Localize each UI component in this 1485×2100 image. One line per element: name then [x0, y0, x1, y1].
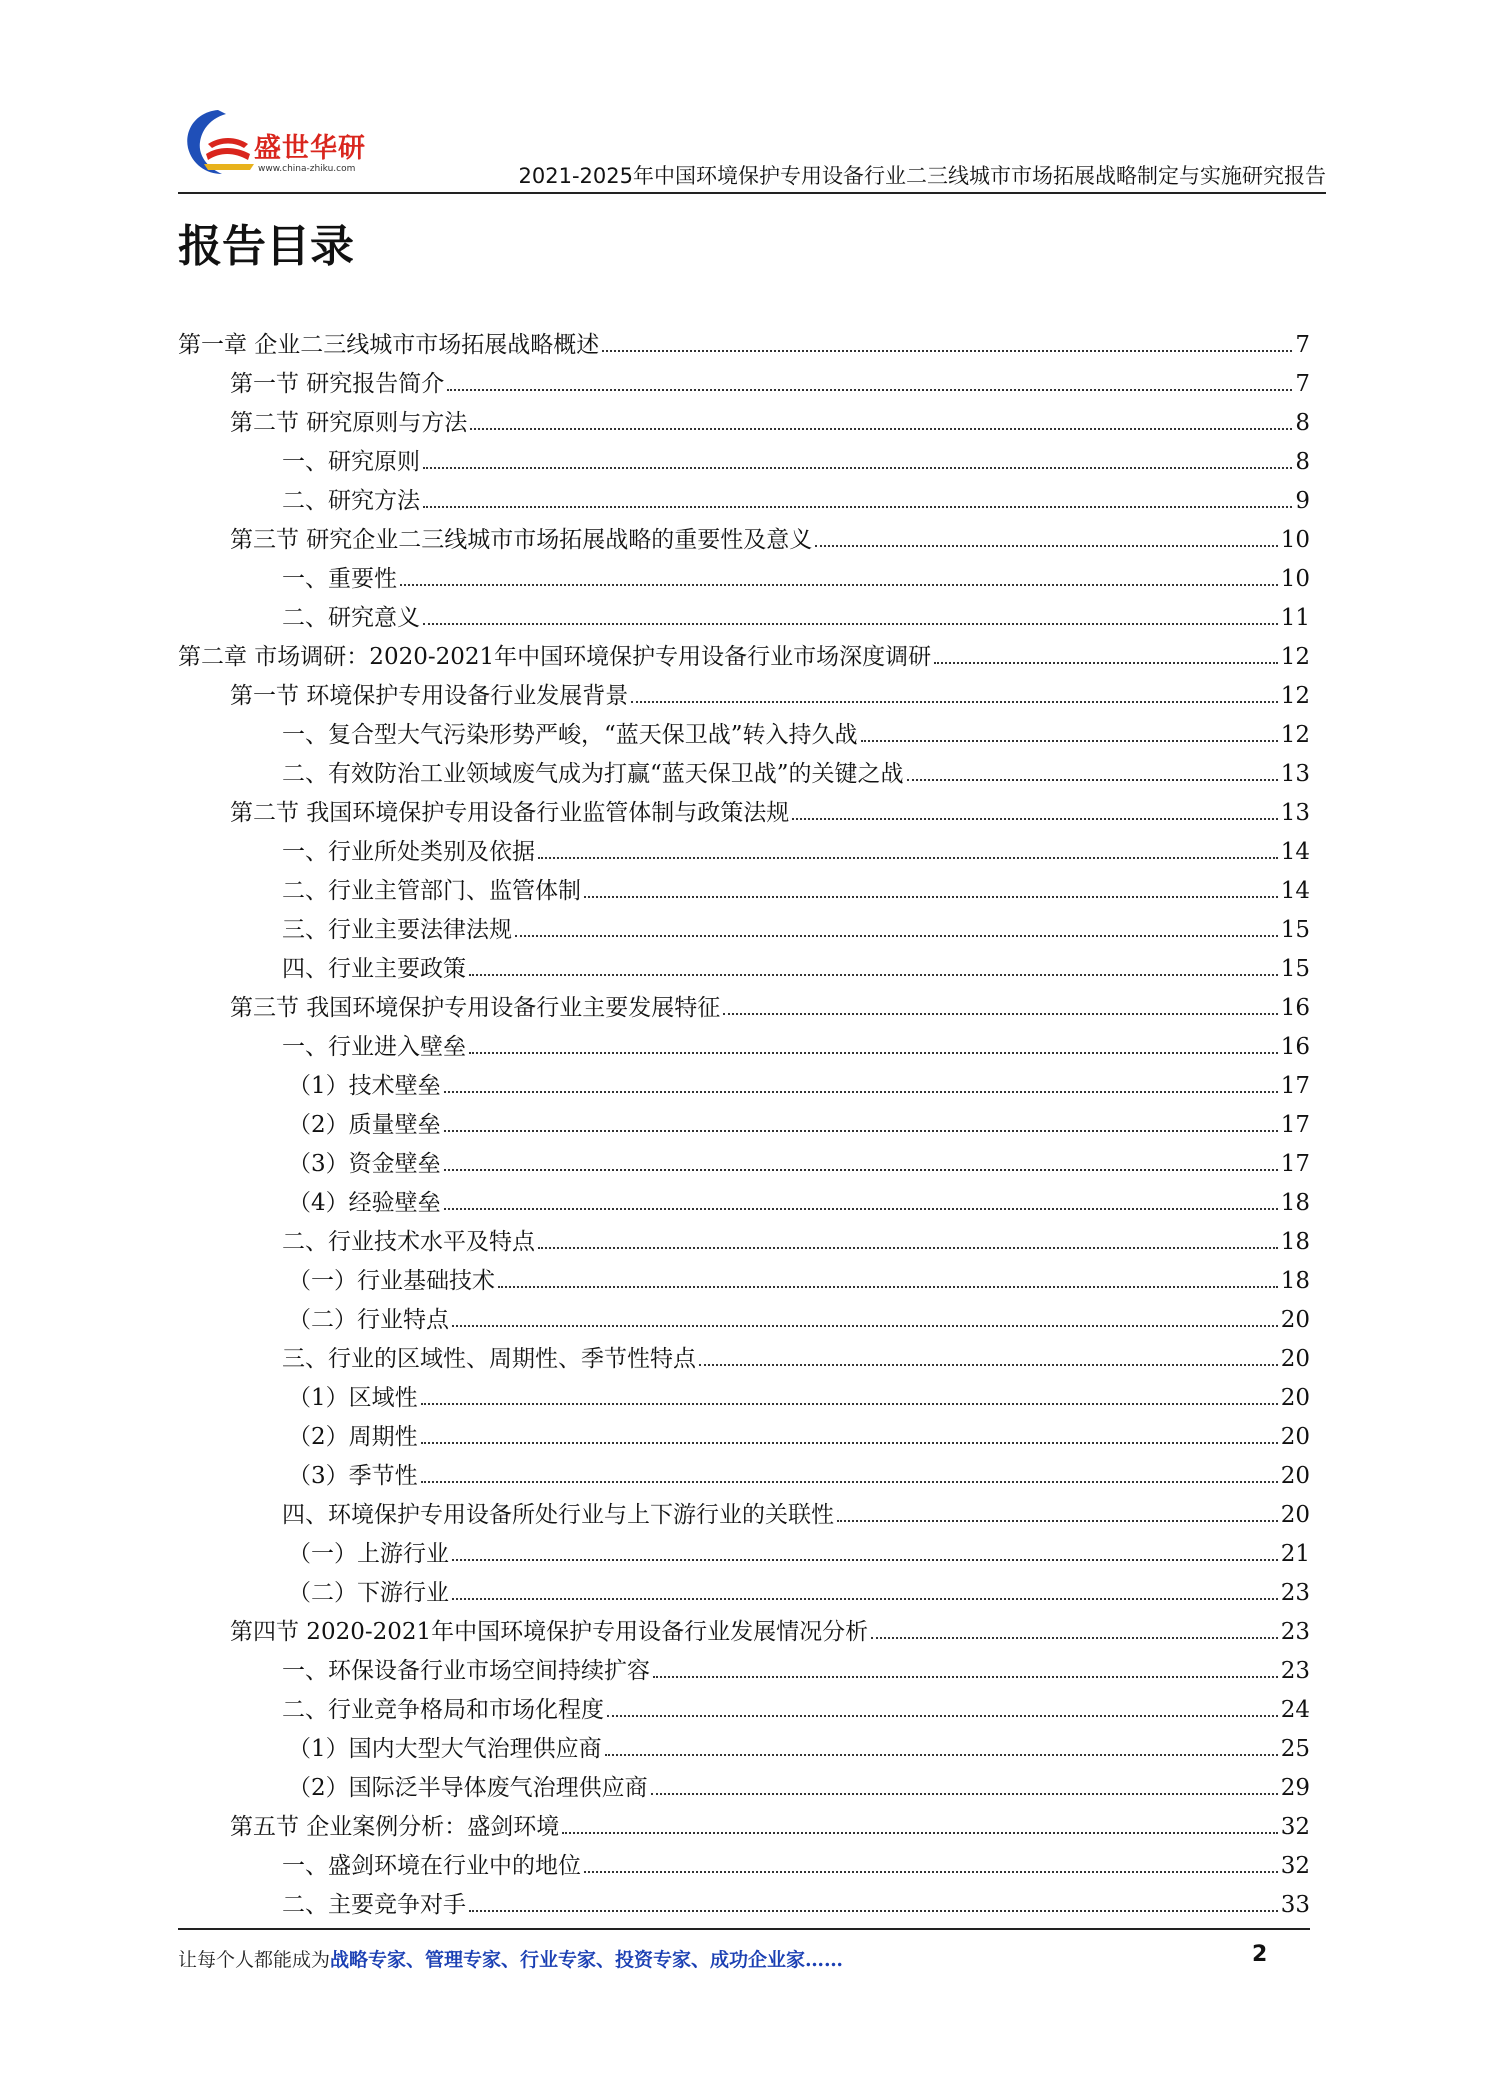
toc-entry-label: 二、行业主管部门、监管体制 [282, 878, 581, 904]
toc-entry[interactable] [178, 1886, 1310, 1925]
toc-entry-label: 一、行业所处类别及依据 [282, 839, 535, 865]
toc-entry-page: 11 [1280, 605, 1310, 631]
toc-entry-label: 四、行业主要政策 [282, 956, 466, 982]
toc-entry[interactable] [178, 1028, 1310, 1067]
toc-entry-label: 二、行业竞争格局和市场化程度 [282, 1697, 604, 1723]
footer-slogan-suffix: …… [805, 1949, 844, 1971]
toc-entry-page: 18 [1280, 1229, 1310, 1255]
toc-leader-dots [653, 1676, 1278, 1678]
toc-entry-page: 7 [1295, 332, 1310, 358]
toc-entry[interactable] [178, 599, 1310, 638]
toc-entry-page: 16 [1280, 995, 1310, 1021]
toc-entry-label: 第二节 我国环境保护专用设备行业监管体制与政策法规 [230, 800, 790, 826]
toc-leader-dots [452, 1325, 1278, 1327]
toc-entry-label: 一、研究原则 [282, 449, 420, 475]
toc-entry-page: 13 [1280, 761, 1310, 787]
toc-leader-dots [538, 1247, 1278, 1249]
toc-entry-page: 18 [1280, 1190, 1310, 1216]
toc-entry-label: 第四节 2020-2021年中国环境保护专用设备行业发展情况分析 [230, 1619, 869, 1645]
toc-leader-dots [907, 779, 1278, 781]
toc-entry[interactable] [178, 638, 1310, 677]
toc-entry-page: 20 [1280, 1385, 1310, 1411]
toc-entry[interactable] [178, 755, 1310, 794]
toc-entry-page: 29 [1280, 1775, 1310, 1801]
toc-entry-label: 二、行业技术水平及特点 [282, 1229, 535, 1255]
toc-entry-label: （1）国内大型大气治理供应商 [288, 1736, 602, 1762]
toc-entry-label: 二、研究意义 [282, 605, 420, 631]
toc-entry-page: 20 [1280, 1346, 1310, 1372]
toc-leader-dots [861, 740, 1278, 742]
toc-entry[interactable] [178, 1574, 1310, 1613]
toc-leader-dots [515, 935, 1278, 937]
toc-leader-dots [444, 1091, 1278, 1093]
toc-entry-page: 15 [1280, 917, 1310, 943]
toc-leader-dots [423, 467, 1292, 469]
toc-entry-page: 10 [1280, 566, 1310, 592]
toc-entry-label: 二、主要竞争对手 [282, 1892, 466, 1918]
toc-entry[interactable] [178, 1613, 1310, 1652]
toc-leader-dots [447, 389, 1292, 391]
toc-entry[interactable] [178, 326, 1310, 365]
toc-leader-dots [444, 1130, 1278, 1132]
toc-entry-label: （3）季节性 [288, 1463, 418, 1489]
toc-entry-label: 一、盛剑环境在行业中的地位 [282, 1853, 581, 1879]
toc-entry[interactable] [178, 911, 1310, 950]
toc-entry[interactable] [178, 716, 1310, 755]
toc-entry[interactable] [178, 365, 1310, 404]
toc-entry-label: （2）周期性 [288, 1424, 418, 1450]
toc-leader-dots [452, 1598, 1278, 1600]
toc-entry-page: 12 [1280, 683, 1310, 709]
toc-entry-page: 20 [1280, 1307, 1310, 1333]
toc-entry-page: 23 [1280, 1580, 1310, 1606]
toc-entry-label: 第二节 研究原则与方法 [230, 410, 468, 436]
toc-entry-label: （2）质量壁垒 [288, 1112, 441, 1138]
toc-entry-page: 20 [1280, 1502, 1310, 1528]
toc-entry-label: （1）区域性 [288, 1385, 418, 1411]
toc-entry[interactable] [178, 1691, 1310, 1730]
toc-leader-dots [584, 896, 1278, 898]
toc-leader-dots [400, 584, 1278, 586]
toc-leader-dots [871, 1637, 1278, 1639]
toc-entry-page: 12 [1280, 644, 1310, 670]
toc-leader-dots [538, 857, 1278, 859]
toc-entry-label: （一）上游行业 [288, 1541, 449, 1567]
toc-leader-dots [469, 1052, 1278, 1054]
toc-entry-label: 一、行业进入壁垒 [282, 1034, 466, 1060]
toc-entry[interactable] [178, 1808, 1310, 1847]
toc-entry-page: 32 [1280, 1814, 1310, 1840]
toc-entry[interactable] [178, 794, 1310, 833]
toc-leader-dots [444, 1169, 1278, 1171]
toc-leader-dots [423, 623, 1278, 625]
toc-entry-label: 第五节 企业案例分析：盛剑环境 [230, 1814, 560, 1840]
footer-slogan [178, 1945, 843, 1972]
toc-entry[interactable] [178, 1652, 1310, 1691]
toc-entry[interactable] [178, 1769, 1310, 1808]
toc-entry-page: 13 [1280, 800, 1310, 826]
toc-entry-page: 32 [1280, 1853, 1310, 1879]
toc-entry[interactable] [178, 1184, 1310, 1223]
toc-leader-dots [723, 1013, 1277, 1015]
toc-entry[interactable] [178, 521, 1310, 560]
toc-entry[interactable] [178, 1262, 1310, 1301]
toc-entry-page: 25 [1280, 1736, 1310, 1762]
toc-entry-label: （二）下游行业 [288, 1580, 449, 1606]
toc-entry-page: 10 [1280, 527, 1310, 553]
toc-leader-dots [469, 974, 1278, 976]
toc-entry-page: 14 [1280, 839, 1310, 865]
toc-entry-label: （一）行业基础技术 [288, 1268, 495, 1294]
toc-entry-page: 20 [1280, 1424, 1310, 1450]
toc-entry-page: 16 [1280, 1034, 1310, 1060]
toc-entry[interactable] [178, 443, 1310, 482]
toc-leader-dots [607, 1715, 1278, 1717]
toc-leader-dots [423, 506, 1292, 508]
toc-entry-label: （2）国际泛半导体废气治理供应商 [288, 1775, 648, 1801]
page-number: 2 [1252, 1942, 1268, 1967]
footer-divider [178, 1928, 1310, 1930]
toc-entry-page: 23 [1280, 1619, 1310, 1645]
toc-leader-dots [584, 1871, 1278, 1873]
toc-entry[interactable] [178, 1535, 1310, 1574]
toc-entry-page: 15 [1280, 956, 1310, 982]
toc-entry[interactable] [178, 989, 1310, 1028]
toc-leader-dots [562, 1832, 1277, 1834]
toc-entry-label: 一、环保设备行业市场空间持续扩容 [282, 1658, 650, 1684]
toc-entry-label: 三、行业主要法律法规 [282, 917, 512, 943]
toc-entry-label: （3）资金壁垒 [288, 1151, 441, 1177]
toc-entry-label: 第三节 研究企业二三线城市市场拓展战略的重要性及意义 [230, 527, 813, 553]
toc-entry-label: （1）技术壁垒 [288, 1073, 441, 1099]
toc-entry-page: 33 [1280, 1892, 1310, 1918]
toc-entry-label: 三、行业的区域性、周期性、季节性特点 [282, 1346, 696, 1372]
toc-entry-label: （4）经验壁垒 [288, 1190, 441, 1216]
toc-entry[interactable] [178, 1457, 1310, 1496]
toc-entry[interactable] [178, 677, 1310, 716]
toc-leader-dots [699, 1364, 1278, 1366]
toc-entry[interactable] [178, 1418, 1310, 1457]
toc-entry-label: 第二章 市场调研：2020-2021年中国环境保护专用设备行业市场深度调研 [178, 644, 932, 670]
toc-entry[interactable] [178, 1145, 1310, 1184]
toc-entry[interactable] [178, 404, 1310, 443]
toc-entry-label: 四、环境保护专用设备所处行业与上下游行业的关联性 [282, 1502, 834, 1528]
toc-entry-label: 一、重要性 [282, 566, 397, 592]
report-title: 2021-2025年中国环境保护专用设备行业二三线城市市场拓展战略制定与实施研究报告 [518, 164, 1326, 188]
toc-leader-dots [444, 1208, 1278, 1210]
company-logo [178, 104, 388, 184]
toc-entry-page: 8 [1295, 410, 1310, 436]
toc-entry-page: 21 [1280, 1541, 1310, 1567]
page-header [178, 100, 1326, 192]
toc-entry[interactable] [178, 1847, 1310, 1886]
toc-leader-dots [421, 1442, 1278, 1444]
toc-entry-label: 第一章 企业二三线城市市场拓展战略概述 [178, 332, 600, 358]
toc-leader-dots [792, 818, 1277, 820]
toc-leader-dots [421, 1481, 1278, 1483]
toc-entry[interactable] [178, 872, 1310, 911]
toc-entry-page: 17 [1280, 1112, 1310, 1138]
toc-leader-dots [605, 1754, 1278, 1756]
footer-slogan-prefix: 让每个人都能成为 [178, 1949, 331, 1971]
toc-entry-page: 24 [1280, 1697, 1310, 1723]
toc-leader-dots [469, 1910, 1278, 1912]
toc-entry-page: 7 [1295, 371, 1310, 397]
toc-entry[interactable] [178, 950, 1310, 989]
logo-brand-text: 盛世华研 [254, 133, 366, 164]
toc-leader-dots [815, 545, 1277, 547]
toc-entry-page: 18 [1280, 1268, 1310, 1294]
toc-entry[interactable] [178, 1301, 1310, 1340]
toc-entry[interactable] [178, 482, 1310, 521]
table-of-contents [178, 326, 1310, 1925]
toc-entry[interactable] [178, 560, 1310, 599]
toc-leader-dots [452, 1559, 1278, 1561]
toc-entry-page: 17 [1280, 1073, 1310, 1099]
toc-entry-label: 二、研究方法 [282, 488, 420, 514]
toc-entry-page: 9 [1295, 488, 1310, 514]
toc-entry-label: 第一节 环境保护专用设备行业发展背景 [230, 683, 629, 709]
page-title: 报告目录 [178, 221, 354, 272]
toc-entry[interactable] [178, 1106, 1310, 1145]
toc-leader-dots [631, 701, 1277, 703]
toc-entry-label: 第三节 我国环境保护专用设备行业主要发展特征 [230, 995, 721, 1021]
toc-entry-page: 17 [1280, 1151, 1310, 1177]
logo-emblem-icon [178, 104, 258, 184]
header-divider [178, 192, 1326, 194]
logo-url-text: www.china-zhiku.com [258, 164, 356, 174]
toc-entry[interactable] [178, 1223, 1310, 1262]
toc-entry[interactable] [178, 833, 1310, 872]
toc-entry-label: 一、复合型大气污染形势严峻，“蓝天保卫战”转入持久战 [282, 722, 858, 748]
toc-entry[interactable] [178, 1496, 1310, 1535]
toc-entry-page: 8 [1295, 449, 1310, 475]
toc-leader-dots [498, 1286, 1278, 1288]
toc-entry-page: 23 [1280, 1658, 1310, 1684]
toc-entry[interactable] [178, 1340, 1310, 1379]
toc-entry[interactable] [178, 1379, 1310, 1418]
toc-entry[interactable] [178, 1730, 1310, 1769]
toc-entry-label: 二、有效防治工业领域废气成为打赢“蓝天保卫战”的关键之战 [282, 761, 904, 787]
toc-entry-label: （二）行业特点 [288, 1307, 449, 1333]
toc-leader-dots [602, 350, 1292, 352]
footer-slogan-emphasis: 战略专家、管理专家、行业专家、投资专家、成功企业家 [330, 1949, 806, 1971]
toc-entry-page: 20 [1280, 1463, 1310, 1489]
toc-leader-dots [470, 428, 1292, 430]
toc-entry-label: 第一节 研究报告简介 [230, 371, 445, 397]
toc-entry[interactable] [178, 1067, 1310, 1106]
toc-entry-page: 14 [1280, 878, 1310, 904]
toc-leader-dots [651, 1793, 1278, 1795]
toc-leader-dots [837, 1520, 1278, 1522]
toc-leader-dots [421, 1403, 1278, 1405]
toc-entry-page: 12 [1280, 722, 1310, 748]
toc-leader-dots [934, 662, 1278, 664]
